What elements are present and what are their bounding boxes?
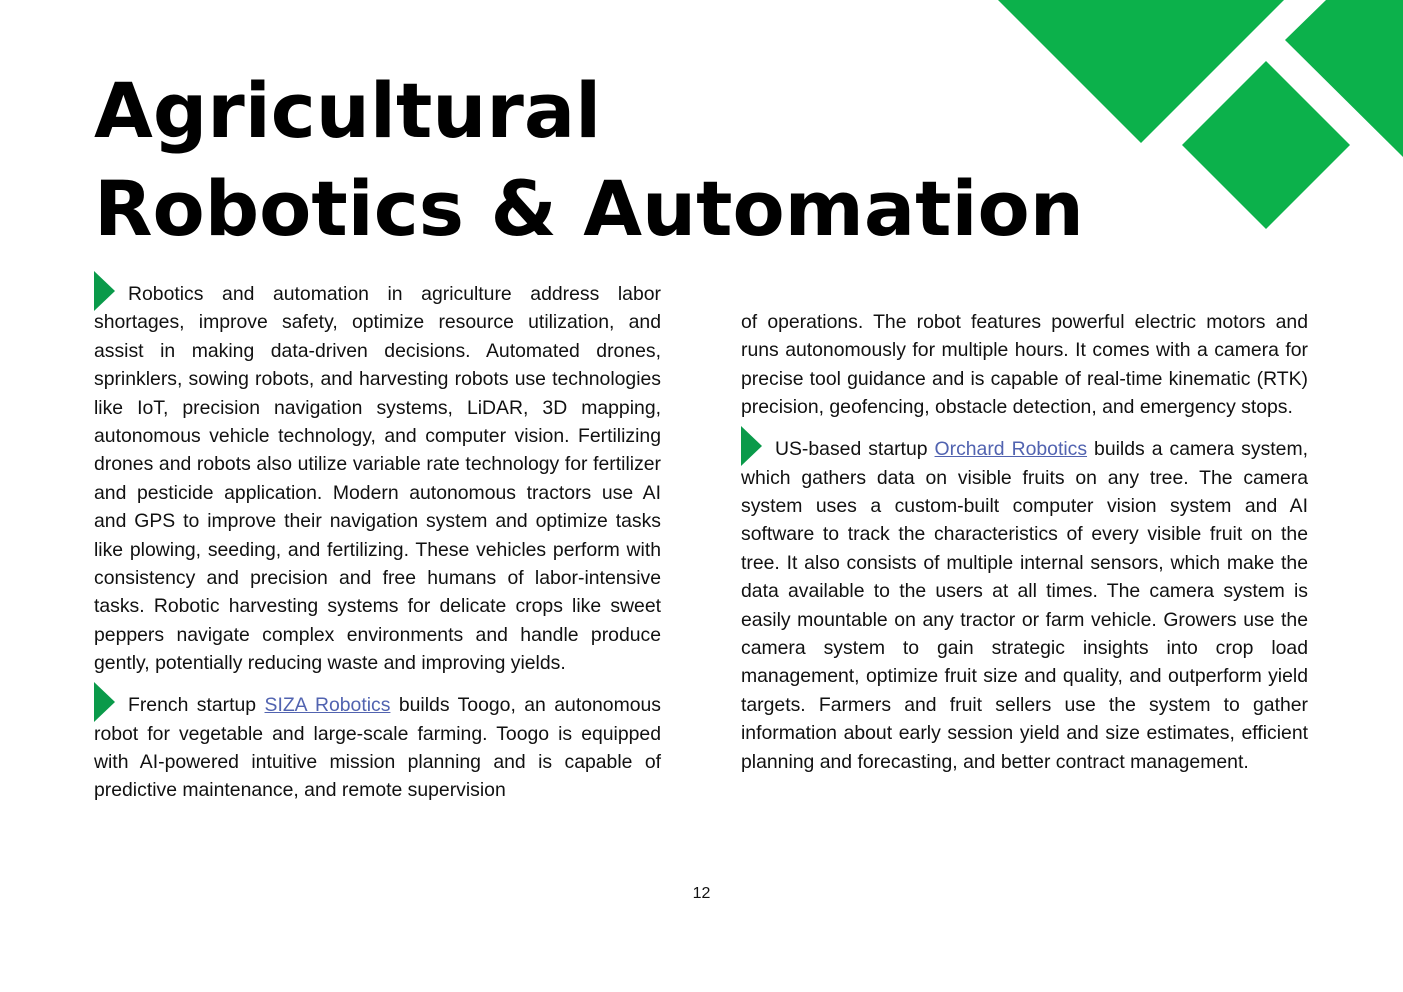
- green-triangle-bullet-icon: [741, 426, 762, 466]
- paragraph-orchard-robotics: [741, 435, 1308, 776]
- green-triangle-bullet-icon: [94, 271, 115, 311]
- right-column: [741, 308, 1308, 790]
- paragraph-text-before-link: French startup: [128, 694, 257, 717]
- page-number: 12: [692, 885, 711, 902]
- paragraph-toogo-continued: [741, 308, 1308, 422]
- paragraph-text: of operations. The robot features powerful electric motors and runs autonomously for multiple hours. It comes with a camera for precise tool guidance and is capable of real-time kinematic (RTK) precision, geofencing, obstacle detection, and emergency stops.: [741, 311, 1308, 419]
- orchard-robotics-link[interactable]: Orchard Robotics: [934, 438, 1088, 461]
- title-line-2: Robotics & Automation: [94, 164, 1084, 253]
- green-triangle-right: [1285, 0, 1403, 157]
- paragraph-text: Robotics and automation in agriculture address labor shortages, improve safety, optimize resource utilization, and assist in making data-driven decisions. Automated drones, sprinklers, sowing robots, and harvesting robots use technologies like IoT, precision navigation systems, LiDAR, 3D mapping, autonomous vehicle technology, and computer vision. Fertilizing drones and robots also utilize variable rate technology for fertilizer and pesticide application. Modern autonomous tractors use AI and GPS to improve their navigation system and optimize tasks like plowing, seeding, and fertilizing. These vehicles perform with consistency and precision and free humans of labor-intensive tasks. Robotic harvesting systems for delicate crops like sweet peppers navigate complex environments and handle produce gently, potentially reducing waste and improving yields.: [94, 283, 661, 675]
- left-column: [94, 280, 661, 818]
- paragraph-text-before-link: US-based startup: [775, 438, 928, 461]
- paragraph-text-after-link: builds Toogo, an autonomous robot for vegetable and large-scale farming. Toogo is equipped with AI-powered intuitive mission planning and is capable of predictive maintenance, and remote supervision: [94, 694, 661, 802]
- green-triangle-bullet-icon: [94, 682, 115, 722]
- title-line-1: Agricultural: [94, 66, 602, 155]
- siza-robotics-link[interactable]: SIZA Robotics: [264, 694, 391, 717]
- paragraph-siza-robotics: [94, 691, 661, 805]
- green-diamond: [1182, 61, 1350, 229]
- page-title: [94, 62, 1084, 258]
- paragraph-text-after-link: builds a camera system, which gathers data on visible fruits on any tree. The camera system uses a custom-built computer vision system and AI software to track the characteristics of every visible fruit on the tree. It also consists of multiple internal sensors, which make the data available to the users at all times. The camera system is easily mountable on any tractor or farm vehicle. Growers use the camera system to gain strategic insights into crop load management, optimize fruit size and quality, and outperform yield targets. Farmers and fruit sellers use the system to gather information about early session yield and size estimates, efficient planning and forecasting, and better contract management.: [741, 438, 1308, 773]
- paragraph-robotics-overview: [94, 280, 661, 678]
